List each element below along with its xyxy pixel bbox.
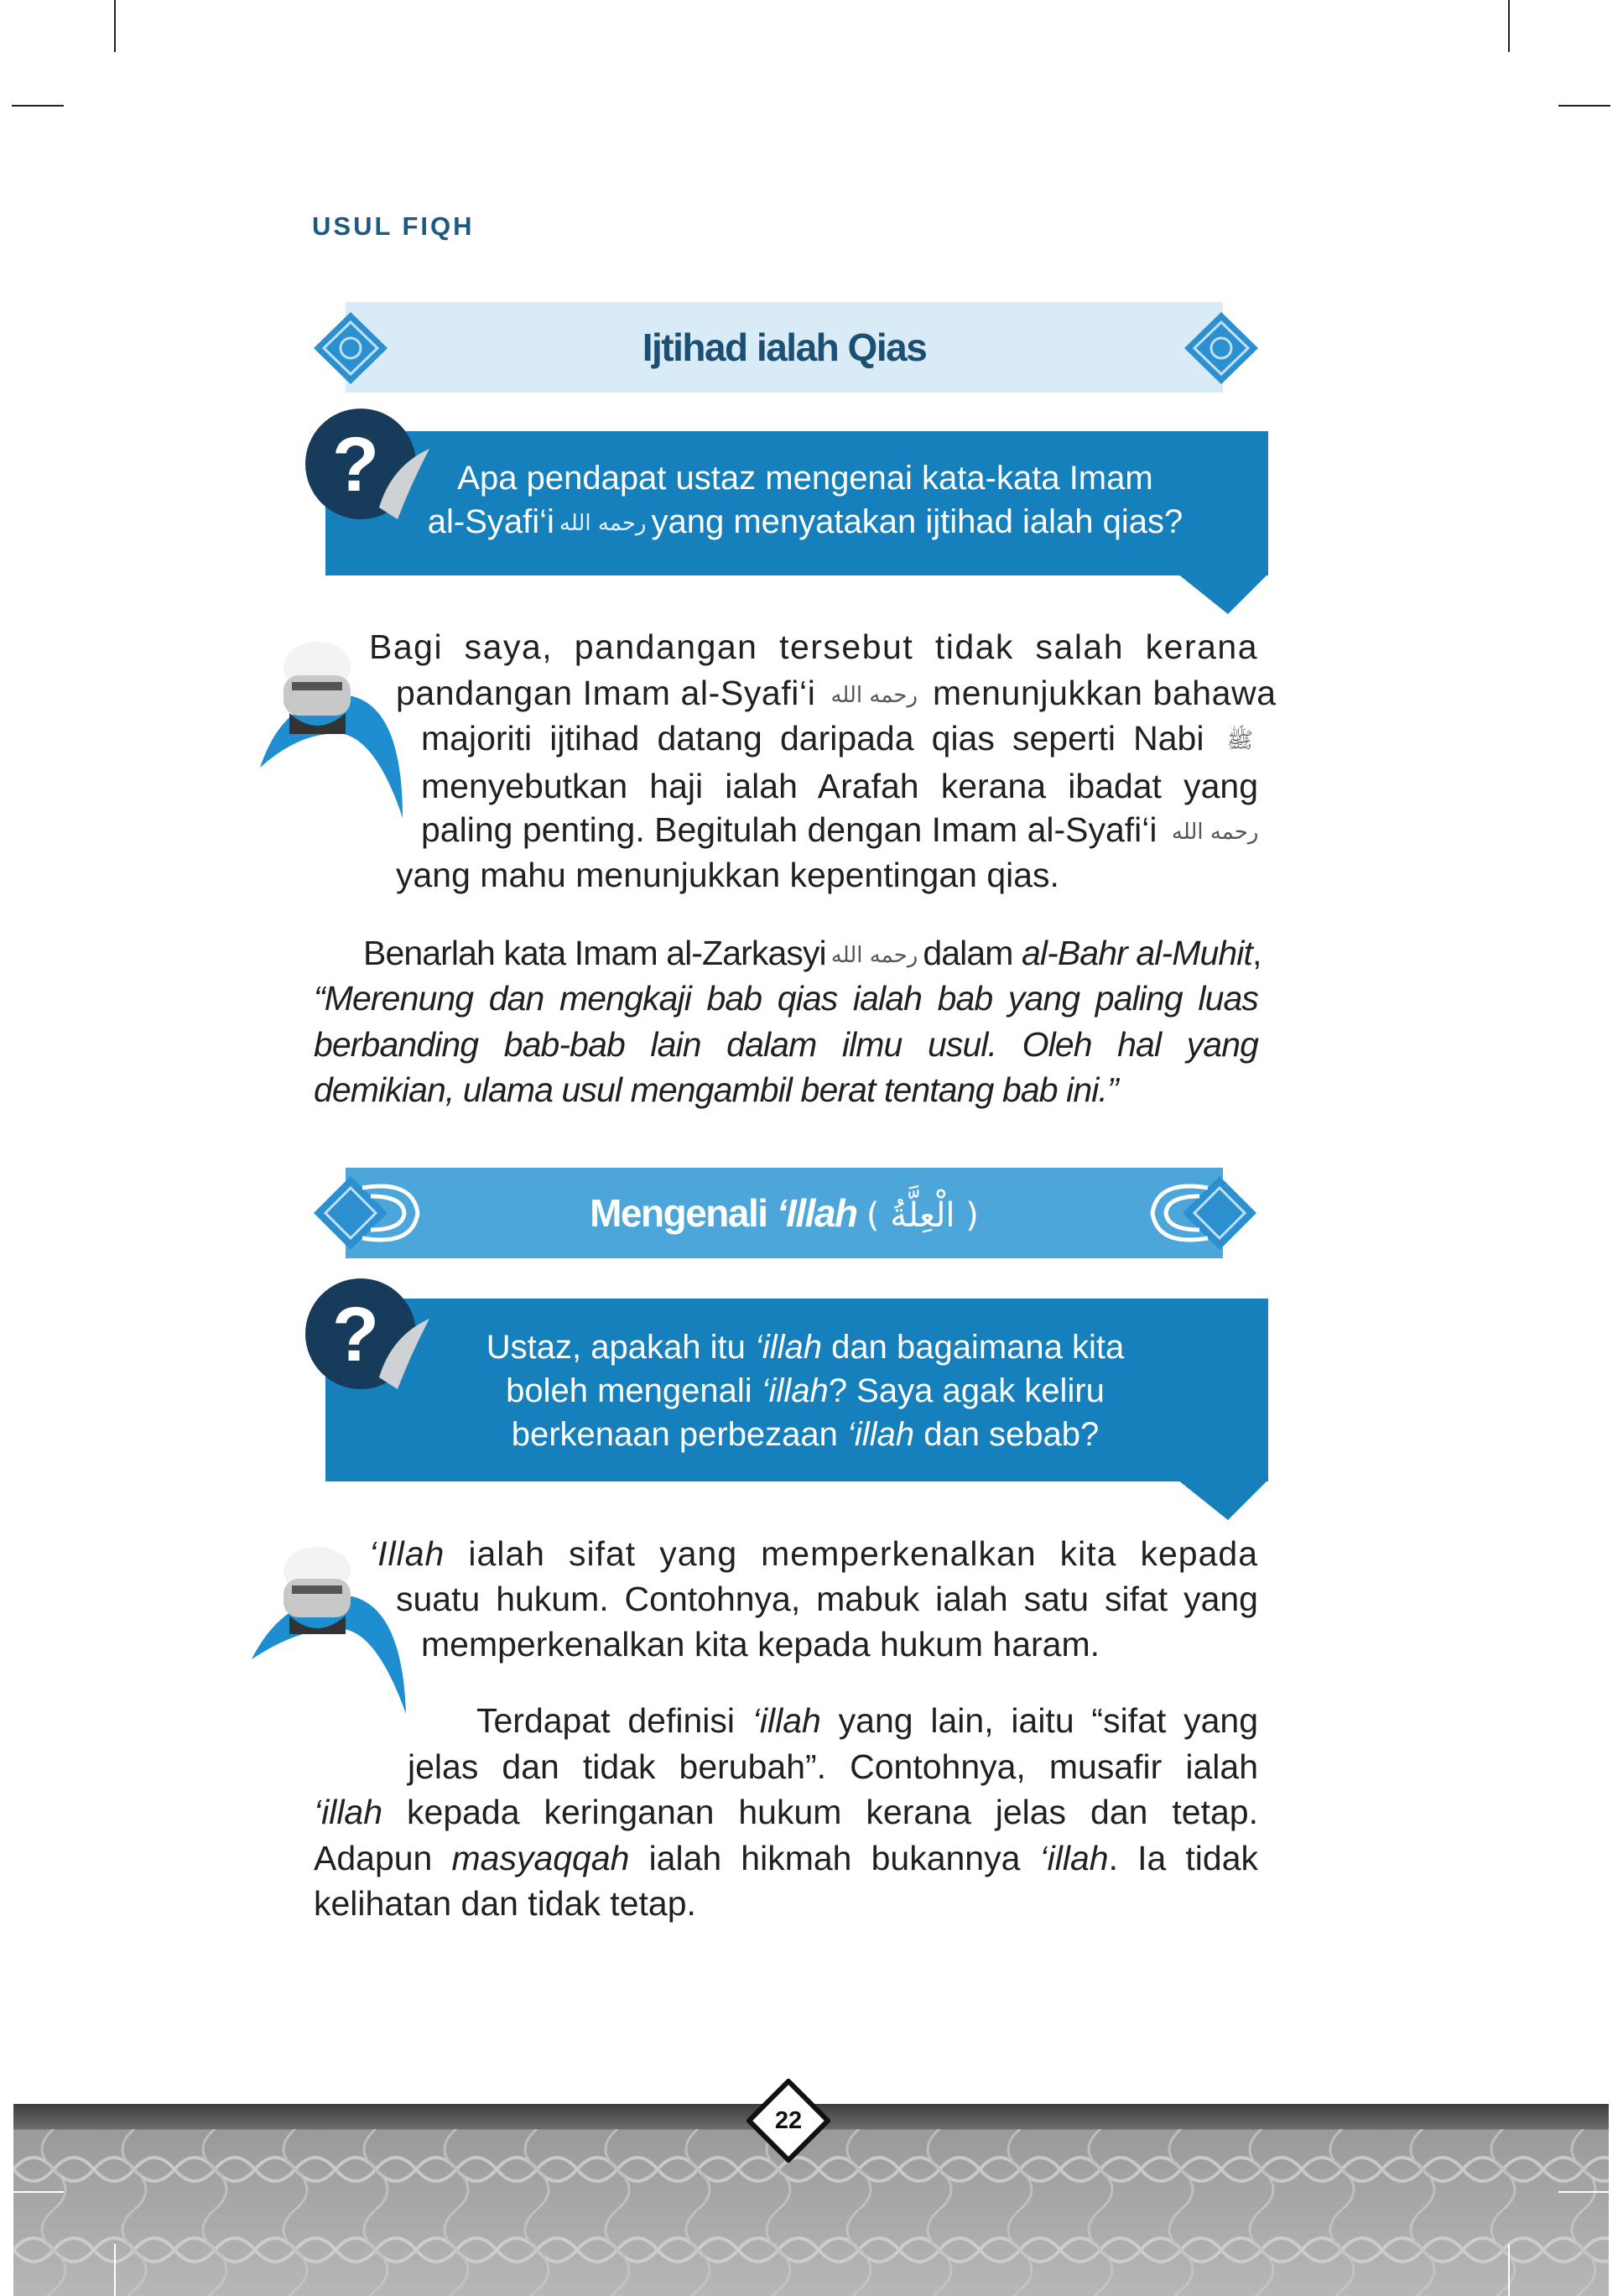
answer-paragraph	[396, 1576, 1258, 1622]
arabic-term: ( الْعِلَّةُ )	[866, 1196, 979, 1235]
question-mark-badge-icon	[304, 407, 429, 533]
honorific-glyph: رحمه الله	[1171, 819, 1259, 845]
answer-paragraph	[369, 1531, 1258, 1577]
answer-line: ‘illah kepada keringanan hukum kerana jelas dan tetap.	[314, 1793, 1258, 1831]
answer-line: Terdapat definisi ‘illah yang lain, iaitu “sifat yang	[476, 1701, 1259, 1740]
question-line: boleh mengenali ‘illah? Saya agak keliru	[506, 1372, 1105, 1409]
running-head: USUL FIQH	[312, 211, 475, 241]
honorific-glyph: رحمه الله	[830, 682, 918, 708]
crop-mark	[12, 105, 64, 107]
honorific-glyph: رحمه الله	[559, 511, 647, 537]
question-text	[376, 1325, 1235, 1456]
question-line: Ustaz, apakah itu ‘illah dan bagaimana kita	[486, 1329, 1125, 1366]
answer-line: yang mahu menunjukkan kepentingan qias.	[396, 856, 1059, 894]
quote-line: demikian, ulama usul mengambil berat tentang bab ini.”	[314, 1070, 1118, 1109]
crop-mark	[1558, 105, 1610, 107]
answer-paragraph	[421, 807, 1258, 855]
quote-line: “Merenung dan mengkaji bab qias ialah bab yang paling luas	[314, 979, 1258, 1018]
question-line: berkenaan perbezaan ‘illah dan sebab?	[511, 1416, 1100, 1453]
quote-paragraph	[363, 930, 1261, 978]
crop-mark	[12, 2191, 64, 2193]
crop-mark	[1508, 2244, 1510, 2296]
section-title: Ijtihad ialah Qias	[642, 325, 927, 369]
question-mark-badge-icon	[304, 1277, 429, 1403]
question-box-tail	[1178, 1480, 1268, 1522]
section-title-bar	[346, 302, 1223, 393]
question-mark: ?	[331, 1292, 380, 1377]
honorific-glyph: رحمه الله	[830, 942, 918, 968]
knot-ornament-icon	[1144, 1171, 1258, 1255]
section-title: Mengenali ‘Illah ( الْعِلَّةُ )	[590, 1191, 979, 1235]
answer-paragraph	[314, 1789, 1258, 1927]
question-box	[325, 431, 1268, 575]
answer-line: memperkenalkan kita kepada hukum haram.	[421, 1625, 1100, 1663]
question-box-tail	[1178, 574, 1268, 616]
crop-mark	[1558, 2191, 1610, 2193]
knot-ornament-icon	[312, 1171, 426, 1255]
quote-paragraph	[314, 976, 1258, 1113]
question-text	[376, 456, 1235, 545]
answer-line: ‘Illah ialah sifat yang memperkenalkan kita kepada	[369, 1534, 1258, 1573]
answer-paragraph	[369, 624, 1258, 670]
section-title-bar	[346, 1168, 1223, 1258]
question-box	[325, 1299, 1268, 1481]
diamond-ornament-icon	[1183, 310, 1260, 386]
question-line: Apa pendapat ustaz mengenai kata-kata Imam	[457, 460, 1153, 497]
answer-line: Bagi saya, pandangan tersebut tidak salah kerana	[369, 627, 1258, 666]
answer-line: jelas dan tidak berubah”. Contohnya, musafir ialah	[408, 1747, 1258, 1786]
question-mark: ?	[331, 422, 380, 508]
crop-mark	[114, 0, 116, 52]
answer-paragraph	[421, 1622, 1258, 1668]
answer-line: kelihatan dan tidak tetap.	[314, 1884, 696, 1923]
answer-line: Adapun masyaqqah ialah hikmah bukannya ‘illah. Ia tidak	[314, 1838, 1259, 1877]
answer-line: suatu hukum. Contohnya, mabuk ialah satu sifat yang	[396, 1580, 1258, 1618]
answer-paragraph	[396, 852, 1258, 898]
crop-mark	[1508, 0, 1510, 52]
prophet-glyph: ﷺ	[1226, 727, 1253, 753]
quote-line: Benarlah kata Imam al-Zarkasyi رحمه الله dalam al-Bahr al-Muhit,	[363, 930, 1258, 978]
answer-paragraph	[396, 670, 1277, 718]
page-number: 22	[774, 2106, 803, 2134]
answer-line: pandangan Imam al-Syafi‘i رحمه الله menunjukkan bahawa	[396, 670, 1258, 718]
diamond-ornament-icon	[312, 310, 389, 386]
answer-line: paling penting. Begitulah dengan Imam al-Syafi‘i رحمه الله	[421, 807, 1258, 855]
answer-line: majoriti ijtihad datang daripada qias seperti Nabi ﷺ	[421, 716, 1258, 763]
question-line: al-Syafi‘i رحمه الله yang menyatakan ijtihad ialah qias?	[376, 500, 1235, 545]
quote-line: berbanding bab-bab lain dalam ilmu usul. Oleh hal yang	[314, 1024, 1258, 1064]
answer-paragraph	[421, 716, 1258, 810]
answer-line: menyebutkan haji ialah Arafah kerana ibadat yang	[421, 767, 1258, 806]
crop-mark	[114, 2244, 116, 2296]
answer-paragraph	[408, 1744, 1258, 1790]
answer-paragraph	[476, 1698, 1258, 1744]
